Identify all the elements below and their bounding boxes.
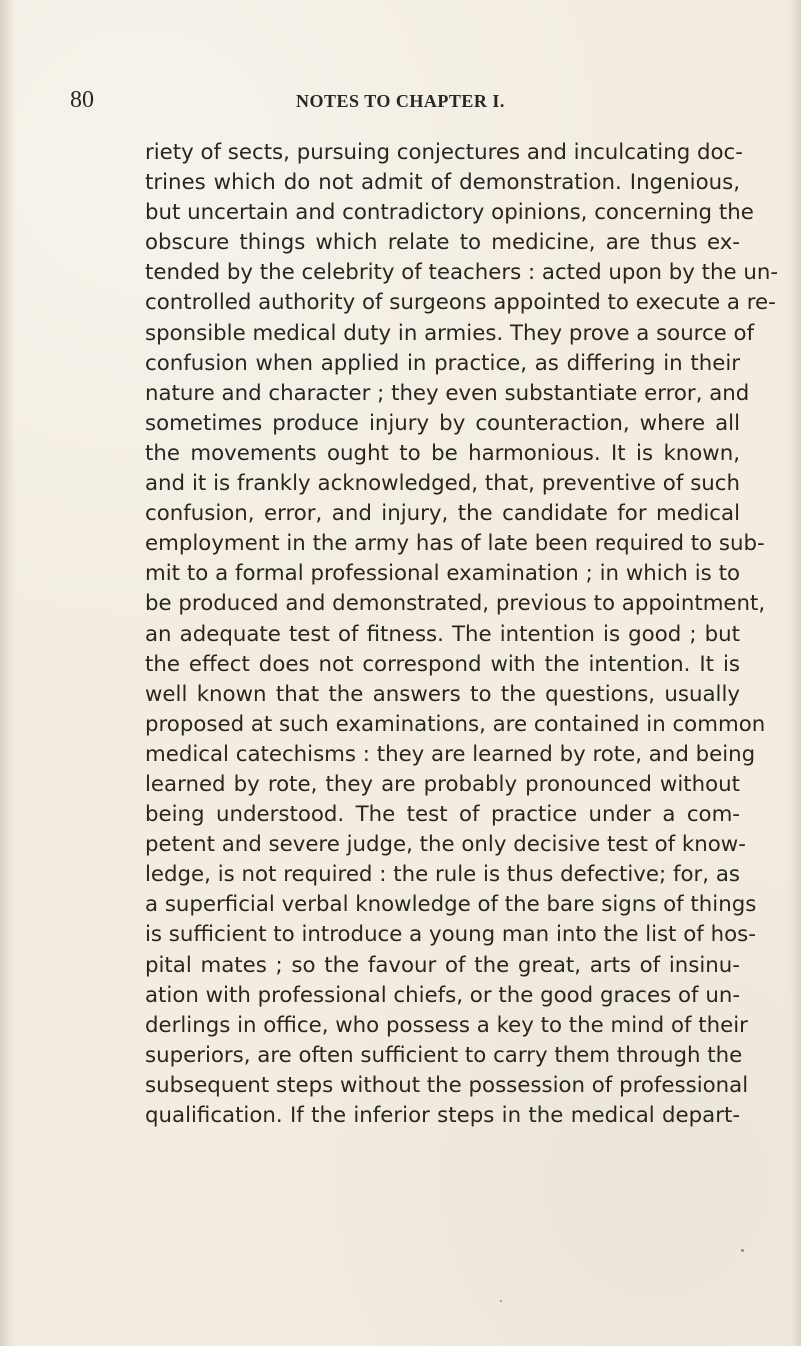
text-line: employment in the army has of late been required to sub- xyxy=(145,531,765,557)
text-line: nature and character ; they even substantiate error, and xyxy=(145,380,750,406)
text-line: ation with professional chiefs, or the good graces of un- xyxy=(145,982,740,1008)
text-line: proposed at such examinations, are contained in common xyxy=(145,711,766,737)
text-line: but uncertain and contradictory opinions, concerning the xyxy=(145,200,754,226)
text-line: the effect does not correspond with the intention. It is xyxy=(145,651,740,677)
text-line: medical catechisms : they are learned by rote, and being xyxy=(145,741,756,767)
page-right-edge xyxy=(783,0,801,1346)
text-line: and it is frankly acknowledged, that, preventive of such xyxy=(145,471,740,497)
text-line: subsequent steps without the possession of professional xyxy=(145,1072,749,1098)
text-line: derlings in office, who possess a key to the mind of their xyxy=(145,1012,748,1038)
text-line: is sufficient to introduce a young man into the list of hos- xyxy=(145,922,756,948)
paper-speck xyxy=(741,1249,744,1252)
text-line: confusion when applied in practice, as differing in their xyxy=(145,350,740,376)
text-line: ledge, is not required : the rule is thus defective; for, as xyxy=(145,862,740,888)
text-line: being understood. The test of practice under a com- xyxy=(145,802,740,828)
text-line: learned by rote, they are probably pronounced without xyxy=(145,771,740,797)
text-line: pital mates ; so the favour of the great, arts of insinu- xyxy=(145,952,740,978)
text-line: well known that the answers to the questions, usually xyxy=(145,681,740,707)
text-line: superiors, are often sufficient to carry them through the xyxy=(145,1042,743,1068)
text-line: tended by the celebrity of teachers : acted upon by the un- xyxy=(145,260,778,286)
text-line: be produced and demonstrated, previous to appointment, xyxy=(145,591,766,617)
text-line: riety of sects, pursuing conjectures and inculcating doc- xyxy=(145,140,743,165)
text-line: petent and severe judge, the only decisive test of know- xyxy=(145,832,746,858)
page-number: 80 xyxy=(70,87,94,113)
paper-speck xyxy=(500,1300,502,1302)
page-left-edge xyxy=(0,0,16,1346)
text-line: controlled authority of surgeons appointed to execute a re- xyxy=(145,290,776,316)
running-head: NOTES TO CHAPTER I. xyxy=(296,91,505,111)
text-line: an adequate test of fitness. The intention is good ; but xyxy=(145,621,740,647)
text-line: the movements ought to be harmonious. It is known, xyxy=(145,440,740,466)
text-line: trines which do not admit of demonstration. Ingenious, xyxy=(145,170,740,196)
text-line: a superficial verbal knowledge of the bare signs of things xyxy=(145,892,757,918)
text-line: confusion, error, and injury, the candidate for medical xyxy=(145,501,740,527)
text-line: obscure things which relate to medicine, are thus ex- xyxy=(145,230,740,256)
main-text xyxy=(145,138,778,1131)
text-line: sponsible medical duty in armies. They prove a source of xyxy=(145,320,755,346)
text-line: qualification. If the inferior steps in the medical depart- xyxy=(145,1103,740,1128)
text-line: sometimes produce injury by counteraction, where all xyxy=(145,410,740,436)
text-line: mit to a formal professional examination ; in which is to xyxy=(145,561,740,587)
